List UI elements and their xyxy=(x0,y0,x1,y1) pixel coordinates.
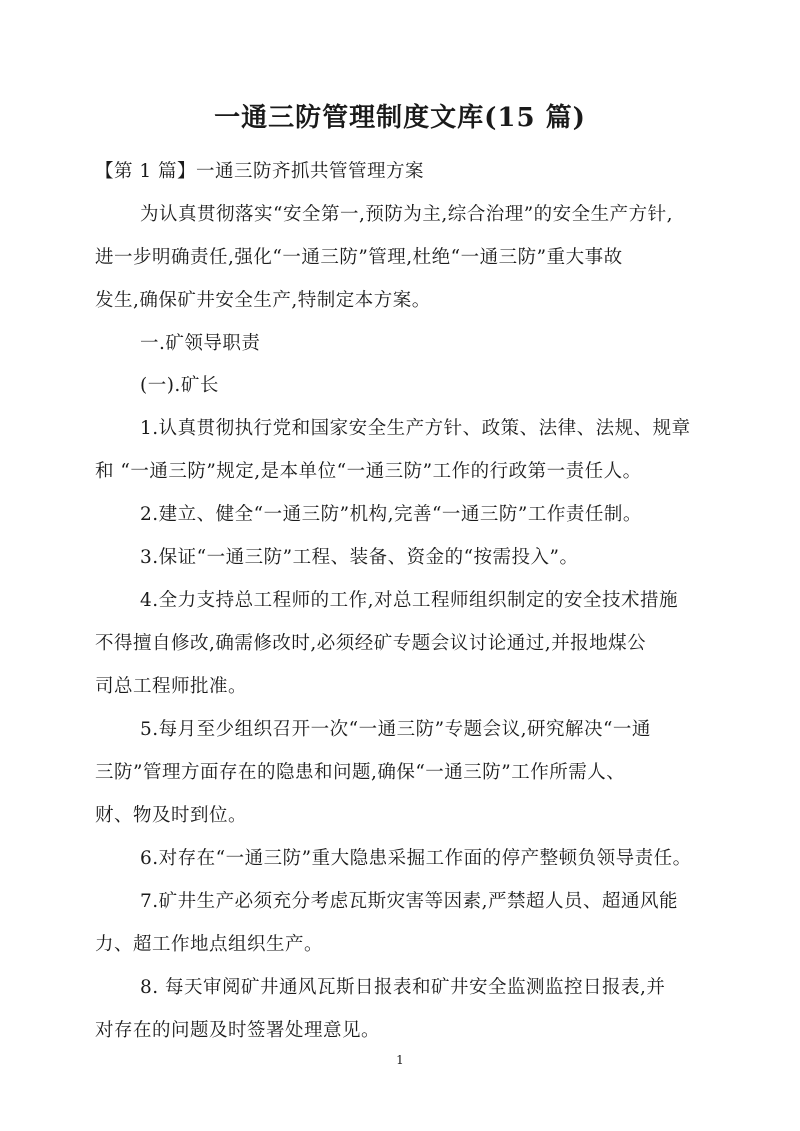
page-number: 1 xyxy=(396,1053,404,1067)
paragraph-line: 发生,确保矿井安全生产,特制定本方案。 xyxy=(95,290,431,311)
paragraph-line: 为认真贯彻落实“安全第一,预防为主,综合治理”的安全生产方针, xyxy=(140,204,674,225)
section-heading: 【第 1 篇】一通三防齐抓共管管理方案 xyxy=(95,161,425,182)
paragraph-line: 财、物及时到位。 xyxy=(95,805,248,826)
paragraph-line: 力、超工作地点组织生产。 xyxy=(95,934,324,955)
paragraph-line: 2.建立、健全“一通三防”机构,完善“一通三防”工作责任制。 xyxy=(140,504,642,525)
paragraph-line: 和 “一通三防”规定,是本单位“一通三防”工作的行政第一责任人。 xyxy=(95,461,642,482)
paragraph-line: 进一步明确责任,强化“一通三防”管理,杜绝“一通三防”重大事故 xyxy=(95,247,623,268)
subsection-heading: (一).矿长 xyxy=(140,375,219,396)
paragraph-line: 三防”管理方面存在的隐患和问题,确保“一通三防”工作所需人、 xyxy=(95,762,626,783)
paragraph-line: 7.矿井生产必须充分考虑瓦斯灾害等因素,严禁超人员、超通风能 xyxy=(140,891,679,912)
paragraph-line: 1.认真贯彻执行党和国家安全生产方针、政策、法律、法规、规章 xyxy=(140,418,691,439)
paragraph-line: 对存在的问题及时签署处理意见。 xyxy=(95,1020,381,1041)
paragraph-line: 6.对存在“一通三防”重大隐患采掘工作面的停产整顿负领导责任。 xyxy=(140,848,692,869)
paragraph-line: 司总工程师批准。 xyxy=(95,676,248,697)
paragraph-line: 4.全力支持总工程师的工作,对总工程师组织制定的安全技术措施 xyxy=(140,590,679,611)
paragraph-line: 3.保证“一通三防”工程、装备、资金的“按需投入”。 xyxy=(140,547,579,568)
paragraph-line: 8. 每天审阅矿井通风瓦斯日报表和矿井安全监测监控日报表,并 xyxy=(140,977,666,998)
subsection-heading: 一.矿领导职责 xyxy=(140,333,261,354)
document-title: 一通三防管理制度文库(15 篇) xyxy=(214,103,586,133)
paragraph-line: 不得擅自修改,确需修改时,必须经矿专题会议讨论通过,并报地煤公 xyxy=(95,633,647,654)
paragraph-line: 5.每月至少组织召开一次“一通三防”专题会议,研究解决“一通 xyxy=(140,719,651,740)
